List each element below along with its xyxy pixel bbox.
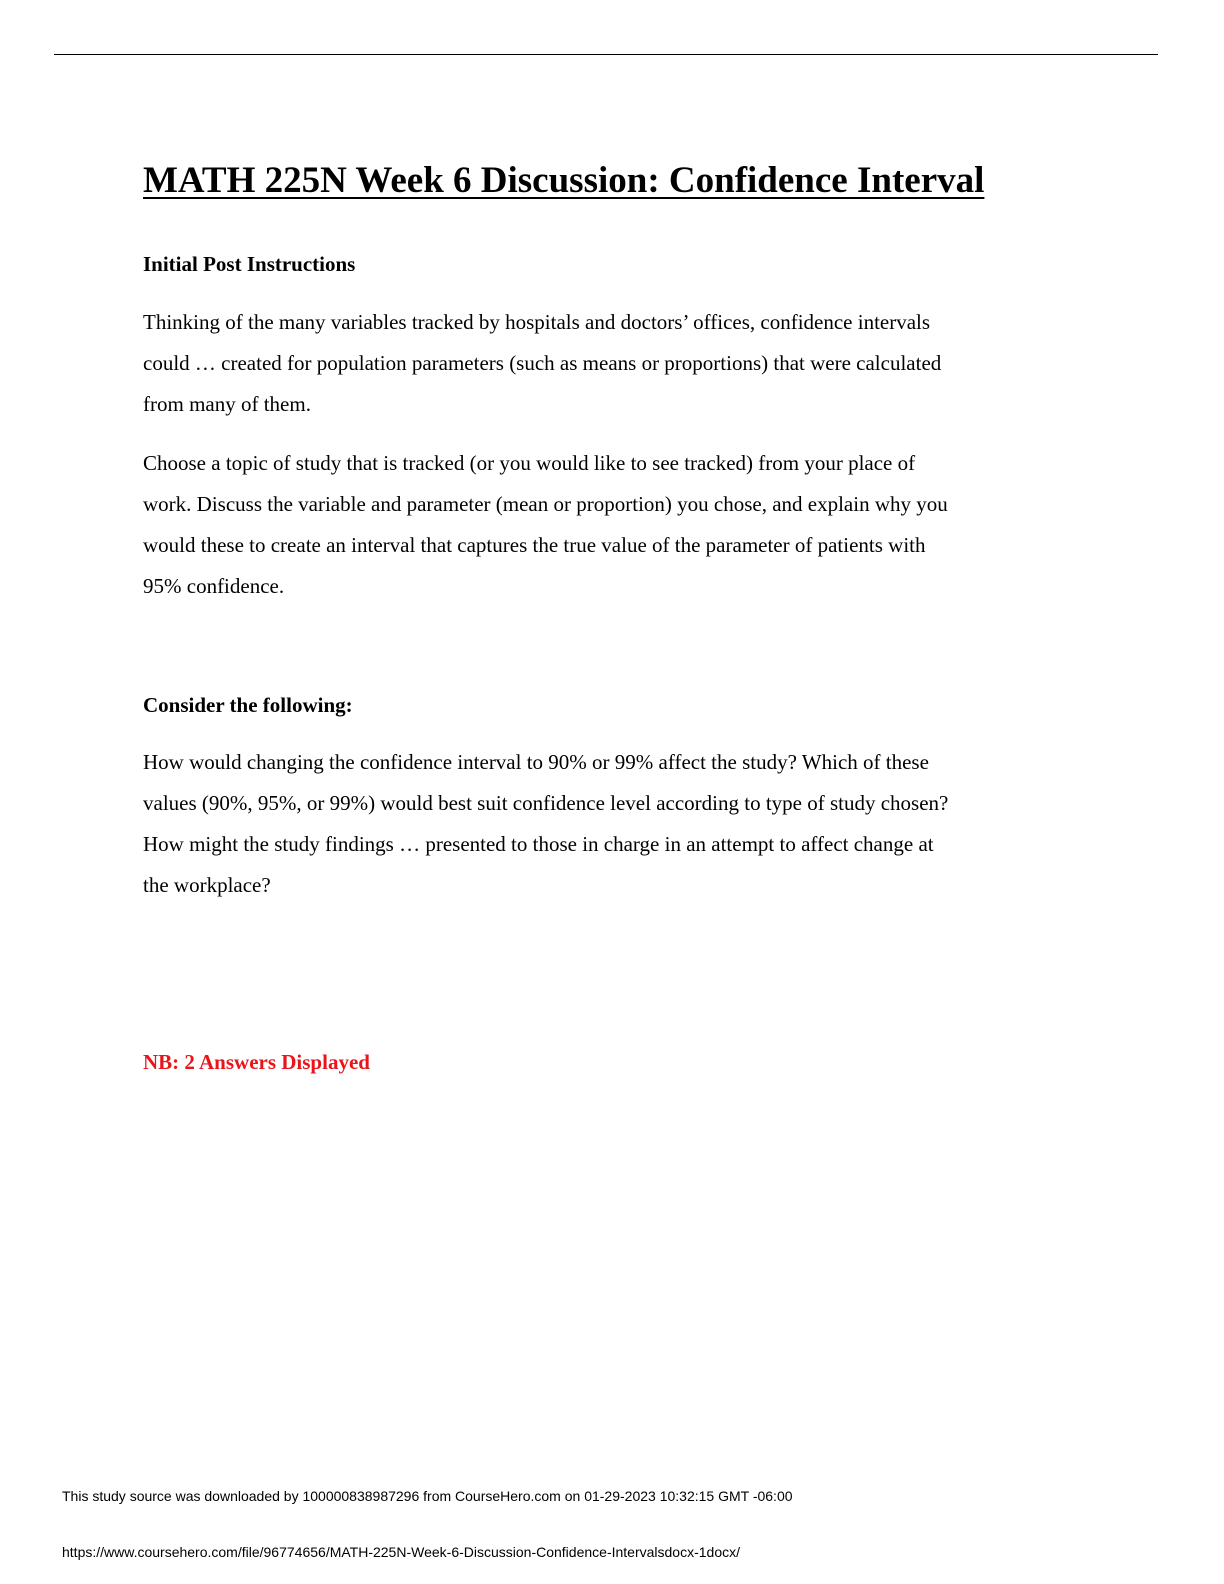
footer-url-link[interactable]: https://www.coursehero.com/file/96774656/MATH-225N-Week-6-Discussion-Confidence-Intervalsdocx-1docx/ <box>62 1544 740 1560</box>
paragraph-line: How would changing the confidence interval to 90% or 99% affect the study? Which of these <box>143 750 929 774</box>
paragraph-choose-topic <box>143 443 1083 607</box>
document-title: MATH 225N Week 6 Discussion: Confidence Interval <box>143 160 985 201</box>
paragraph-line: could … created for population parameters (such as means or proportions) that were calculated <box>143 351 942 375</box>
paragraph-line: 95% confidence. <box>143 574 285 598</box>
nb-answers-note: NB: 2 Answers Displayed <box>143 1050 370 1074</box>
paragraph-variables-tracked <box>143 302 1083 425</box>
paragraph-line: Choose a topic of study that is tracked (or you would like to see tracked) from your place of <box>143 451 916 475</box>
footer-source-line: This study source was downloaded by 100000838987296 from CourseHero.com on 01-29-2023 10:32:15 GMT -06:00 <box>62 1488 793 1504</box>
paragraph-line: from many of them. <box>143 392 311 416</box>
initial-post-instructions-heading: Initial Post Instructions <box>143 252 356 276</box>
paragraph-line: How might the study findings … presented to those in charge in an attempt to affect change at <box>143 832 934 856</box>
paragraph-line: values (90%, 95%, or 99%) would best suit confidence level according to type of study chosen? <box>143 791 949 815</box>
paragraph-line: would these to create an interval that captures the true value of the parameter of patients with <box>143 533 926 557</box>
consider-following-heading: Consider the following: <box>143 693 353 717</box>
paragraph-line: the workplace? <box>143 873 271 897</box>
paragraph-confidence-questions <box>143 742 1083 906</box>
paragraph-line: Thinking of the many variables tracked by hospitals and doctors’ offices, confidence intervals <box>143 310 931 334</box>
top-horizontal-rule <box>54 54 1158 55</box>
paragraph-line: work. Discuss the variable and parameter (mean or proportion) you chose, and explain why you <box>143 492 948 516</box>
